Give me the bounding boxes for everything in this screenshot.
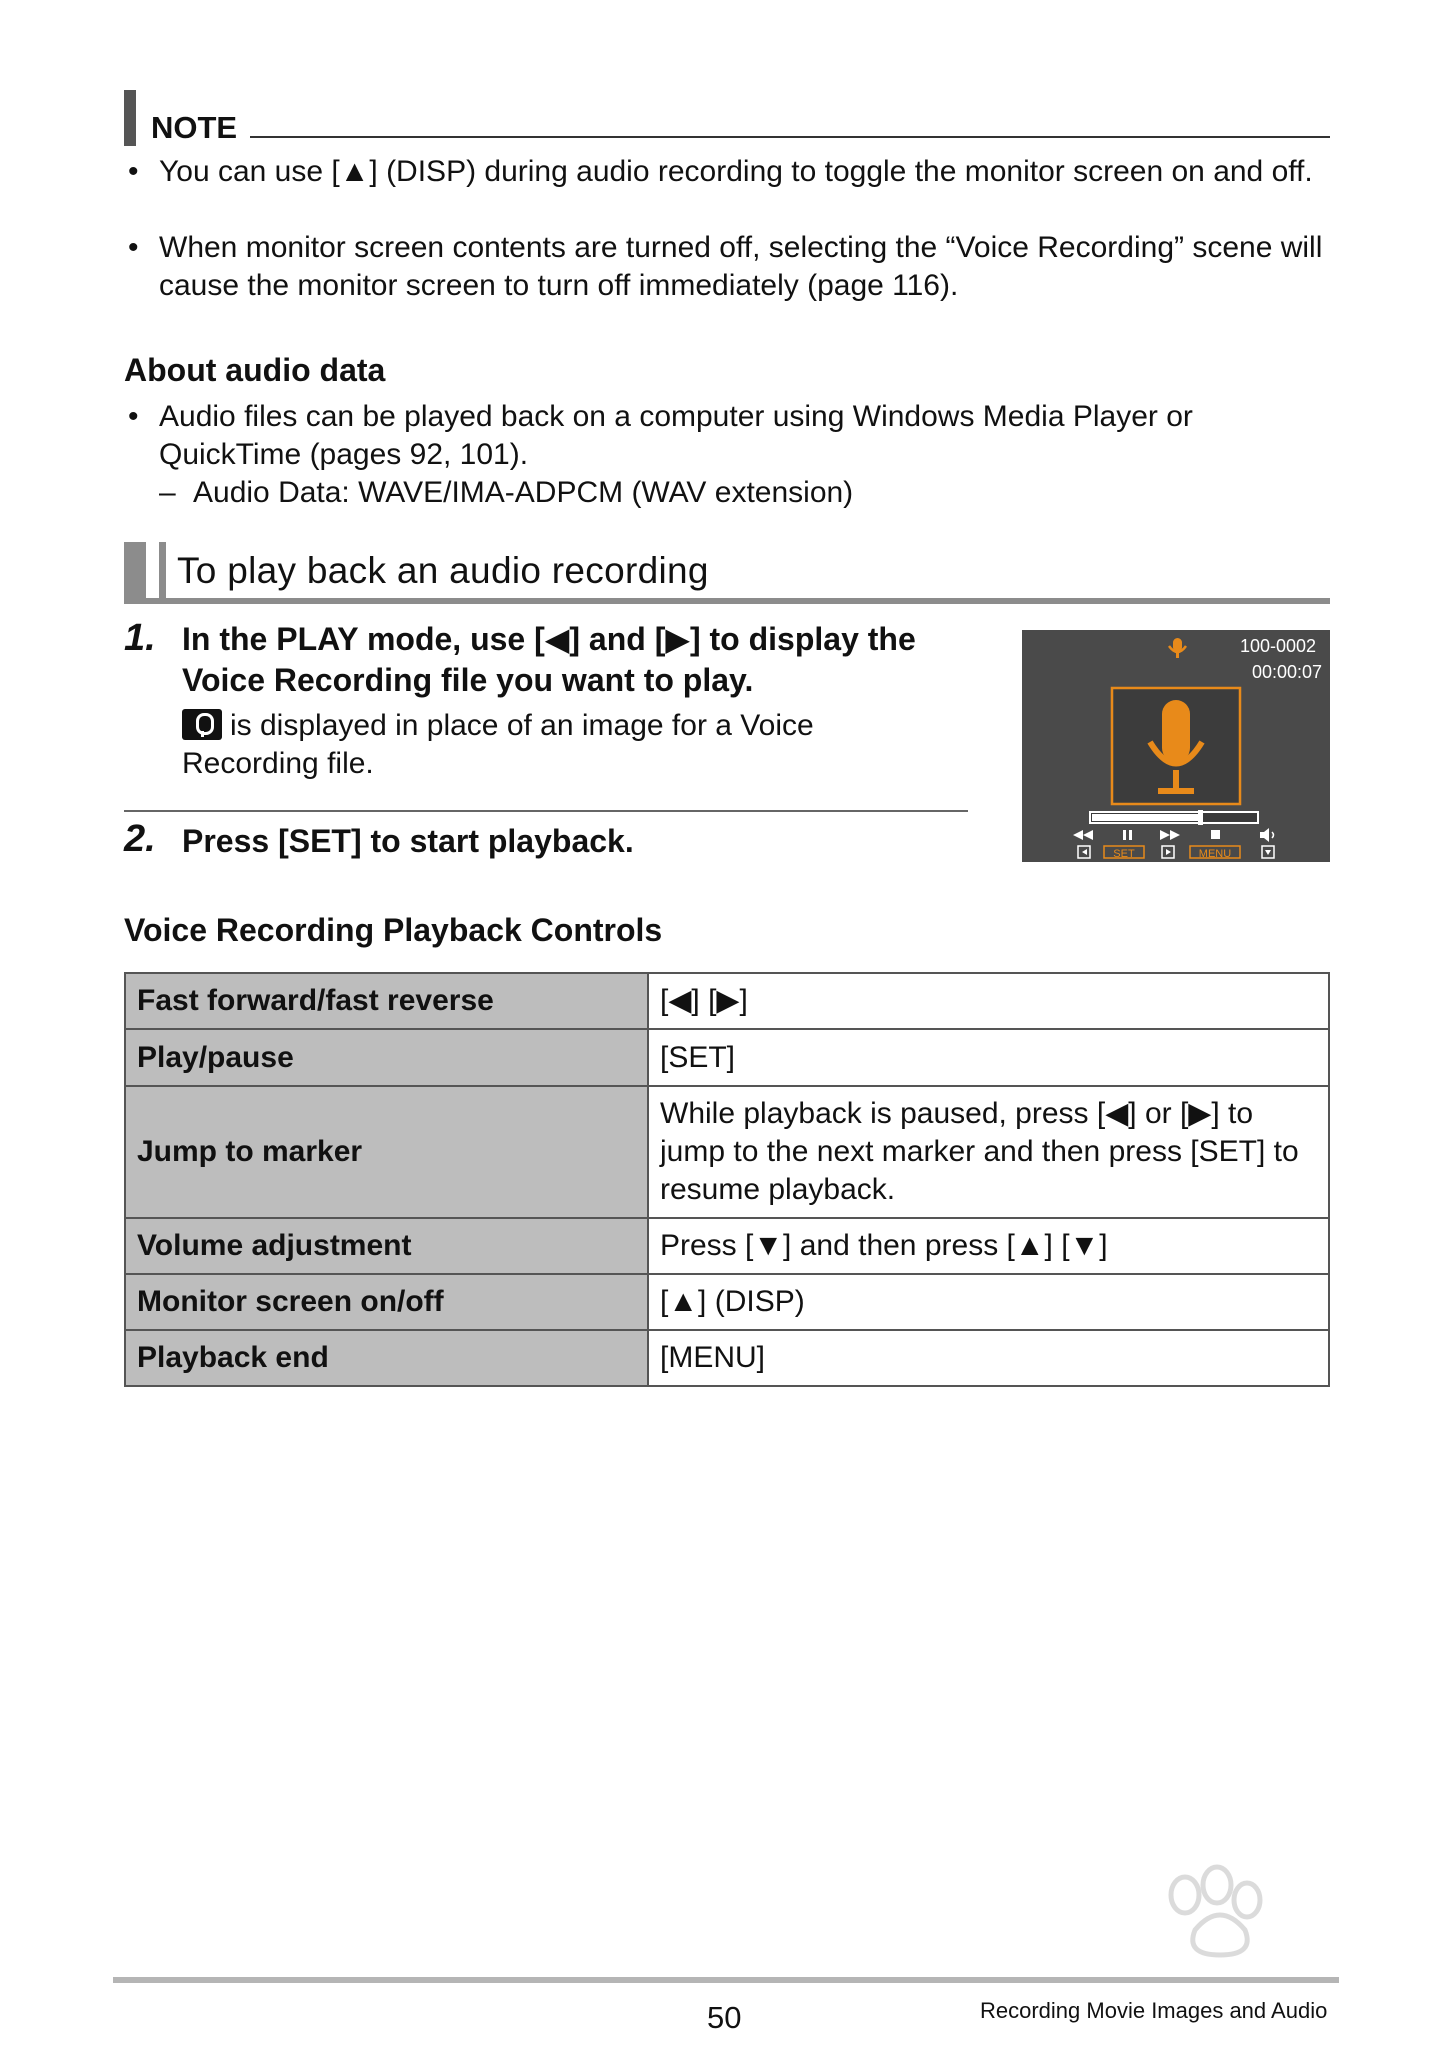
table-key-cell: Fast forward/fast reverse bbox=[125, 973, 648, 1029]
table-value-cell: While playback is paused, press [◀] or [▶] to jump to the next marker and then press [SET] to resume playback. bbox=[648, 1086, 1329, 1218]
voice-recording-icon bbox=[182, 709, 222, 740]
step-2-text: Press [SET] to start playback. bbox=[182, 823, 634, 859]
note-label: NOTE bbox=[151, 110, 238, 145]
note-header bbox=[124, 90, 1330, 146]
elapsed-time: 00:00:07 bbox=[1252, 662, 1323, 682]
step-2-number: 2. bbox=[124, 818, 156, 860]
table-row bbox=[125, 1218, 1329, 1274]
table-value-cell: [SET] bbox=[648, 1029, 1329, 1086]
section-bar bbox=[124, 542, 146, 598]
step-1-text: In the PLAY mode, use [◀] and [▶] to display the Voice Recording file you want to play. bbox=[182, 621, 916, 698]
table-value-cell: [◀] [▶] bbox=[648, 973, 1329, 1029]
note-rule bbox=[250, 136, 1330, 138]
table-row bbox=[125, 1086, 1329, 1218]
file-number: 100-0002 bbox=[1240, 636, 1317, 656]
section-heading bbox=[124, 542, 1330, 606]
note-item-1: You can use [▲] (DISP) during audio recording to toggle the monitor screen on and off. bbox=[159, 155, 1313, 188]
voice-recording-icon bbox=[1112, 688, 1240, 804]
table-row bbox=[125, 1274, 1329, 1330]
table-value-cell: [▲] (DISP) bbox=[648, 1274, 1329, 1330]
table-row bbox=[125, 1330, 1329, 1386]
section-bar bbox=[159, 542, 166, 598]
controls-heading: Voice Recording Playback Controls bbox=[124, 912, 663, 948]
table-key-cell: Monitor screen on/off bbox=[125, 1274, 648, 1330]
pause-icon bbox=[1123, 830, 1126, 840]
about-sub-item: Audio Data: WAVE/IMA-ADPCM (WAV extension) bbox=[193, 476, 854, 509]
table-key-cell: Play/pause bbox=[125, 1029, 648, 1086]
menu-key-label: MENU bbox=[1198, 848, 1232, 860]
section-rule bbox=[124, 598, 1330, 604]
set-key-label: SET bbox=[1113, 848, 1135, 860]
step-divider bbox=[124, 810, 968, 812]
note-item-2: When monitor screen contents are turned off, selecting the “Voice Recording” scene will cause the monitor screen to turn off immediately (page 116). bbox=[159, 231, 1323, 302]
table-row bbox=[125, 1029, 1329, 1086]
about-bullet: Audio files can be played back on a computer using Windows Media Player or QuickTime (pages 92, 101). bbox=[159, 400, 1193, 471]
step-1-desc bbox=[182, 707, 942, 783]
step-1-number: 1. bbox=[124, 617, 156, 659]
chapter-title: Recording Movie Images and Audio bbox=[980, 1998, 1328, 2023]
bullet-dot: • bbox=[128, 400, 139, 433]
table-key-cell: Playback end bbox=[125, 1330, 648, 1386]
dash-marker: – bbox=[159, 476, 176, 509]
footer-rule bbox=[113, 1977, 1339, 1983]
camera-screen bbox=[1022, 630, 1330, 862]
about-heading: About audio data bbox=[124, 352, 386, 388]
step-1-desc-text: is displayed in place of an image for a Voice Recording file. bbox=[182, 709, 814, 780]
stop-icon bbox=[1211, 830, 1220, 839]
bullet-dot: • bbox=[128, 231, 139, 264]
table-key-cell: Jump to marker bbox=[125, 1086, 648, 1218]
table-key-cell: Volume adjustment bbox=[125, 1218, 648, 1274]
page-number: 50 bbox=[707, 2000, 742, 2035]
table-row bbox=[125, 973, 1329, 1029]
table-value-cell: Press [▼] and then press [▲] [▼] bbox=[648, 1218, 1329, 1274]
table-value-cell: [MENU] bbox=[648, 1330, 1329, 1386]
note-marker-bar bbox=[124, 90, 136, 146]
progress-bar bbox=[1090, 810, 1258, 825]
watermark-logo bbox=[1035, 1850, 1365, 1990]
playback-controls-table bbox=[124, 972, 1330, 1387]
section-title: To play back an audio recording bbox=[177, 550, 709, 591]
bullet-dot: • bbox=[128, 155, 139, 188]
